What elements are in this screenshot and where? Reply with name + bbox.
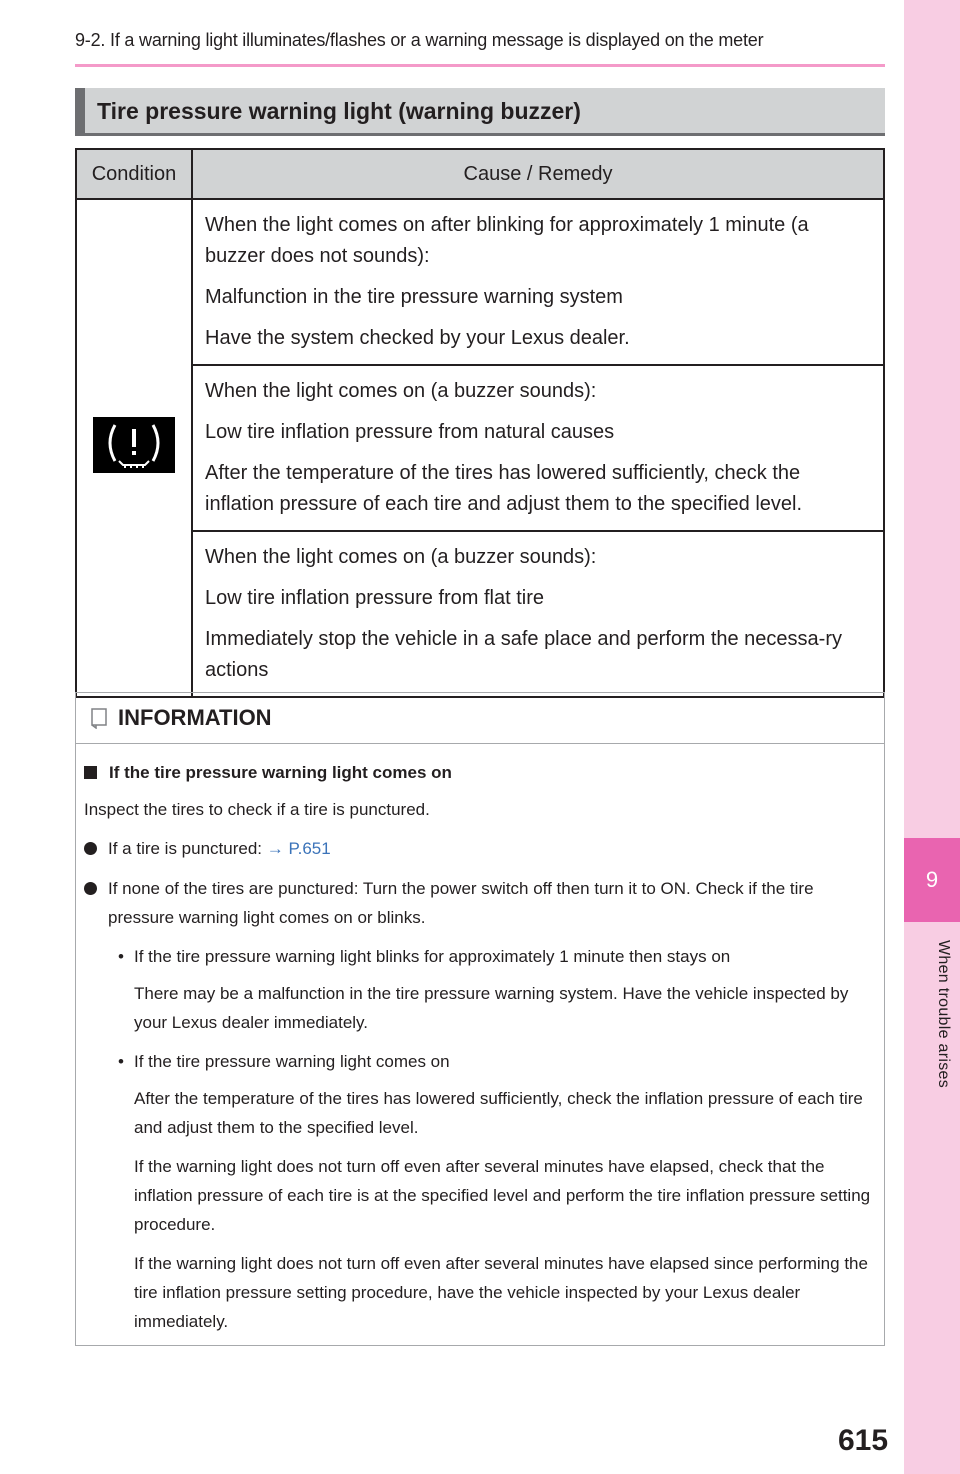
info-subheading-text: If the tire pressure warning light comes on <box>109 763 452 782</box>
sub-list-item <box>108 942 876 971</box>
table-row <box>76 199 884 365</box>
table-row <box>76 365 884 531</box>
list-item <box>84 834 876 864</box>
condition-cell <box>76 199 192 697</box>
page-header: 9-2. If a warning light illuminates/flashes or a warning message is displayed on the meter <box>75 30 764 50</box>
remedy-action: After the temperature of the tires has lowered sufficiently, check the inflation pressure of each tire and adjust them to the specified level. <box>205 462 803 515</box>
information-header <box>76 693 884 744</box>
page-number: 615 <box>838 1424 889 1457</box>
condition-table <box>75 148 885 698</box>
remedy-cell <box>192 365 884 531</box>
small-bullet-icon: • <box>118 1052 124 1071</box>
information-title: INFORMATION <box>118 705 272 730</box>
header-rule <box>75 64 885 67</box>
sub-list-title: If the tire pressure warning light blinks for approximately 1 minute then stays on <box>134 947 731 966</box>
sub-list-text: If the warning light does not turn off even after several minutes have elapsed since performing the tire inflation pressure setting procedure, have the vehicle inspected by your Lexus dealer immediately. <box>134 1254 868 1331</box>
column-header-condition: Condition <box>76 149 192 199</box>
section-title: Tire pressure warning light (warning buzzer) <box>75 88 885 136</box>
remedy-action: Immediately stop the vehicle in a safe place and perform the necessa-ry actions <box>205 628 842 681</box>
sub-list-text: After the temperature of the tires has lowered sufficiently, check the inflation pressure of each tire and adjust them to the specified level. <box>134 1089 863 1137</box>
small-bullet-icon: • <box>118 947 124 966</box>
info-intro: Inspect the tires to check if a tire is punctured. <box>84 800 430 819</box>
list-item-text: If none of the tires are punctured: Turn the power switch off then turn it to ON. Check if the tire pressure warning light comes on or blinks. <box>108 879 814 927</box>
circle-bullet-icon <box>84 842 97 855</box>
chapter-side-tab <box>904 0 960 1474</box>
remedy-cell <box>192 531 884 697</box>
square-bullet-icon <box>84 766 97 779</box>
information-body <box>76 744 884 1336</box>
remedy-condition: When the light comes on (a buzzer sounds): <box>205 380 597 402</box>
memo-icon <box>90 707 110 729</box>
sub-list-title: If the tire pressure warning light comes on <box>134 1052 450 1071</box>
table-row <box>76 531 884 697</box>
sub-list-text: If the warning light does not turn off even after several minutes have elapsed, check that the inflation pressure of each tire is at the specified level and perform the tire inflation pressure setting procedure. <box>134 1157 871 1234</box>
column-header-remedy: Cause / Remedy <box>192 149 884 199</box>
remedy-condition: When the light comes on after blinking for approximately 1 minute (a buzzer does not sounds): <box>205 214 809 267</box>
chapter-number: 9 <box>904 838 960 922</box>
page-reference-link[interactable]: → P.651 <box>266 839 331 858</box>
info-subheading <box>84 758 876 787</box>
chapter-label: When trouble arises <box>935 940 952 1088</box>
remedy-action: Have the system checked by your Lexus dealer. <box>205 327 630 349</box>
sub-list-text: There may be a malfunction in the tire pressure warning system. Have the vehicle inspected by your Lexus dealer immediately. <box>134 984 849 1032</box>
remedy-cause: Low tire inflation pressure from flat tire <box>205 587 545 609</box>
sub-list-item <box>108 1047 876 1076</box>
list-item-text: If a tire is punctured: <box>108 839 267 858</box>
remedy-condition: When the light comes on (a buzzer sounds): <box>205 546 597 568</box>
remedy-cause: Malfunction in the tire pressure warning system <box>205 286 623 308</box>
remedy-cell <box>192 199 884 365</box>
list-item <box>84 874 876 932</box>
tire-pressure-warning-icon <box>93 417 175 473</box>
information-box <box>75 692 885 1346</box>
circle-bullet-icon <box>84 882 97 895</box>
remedy-cause: Low tire inflation pressure from natural causes <box>205 421 615 443</box>
